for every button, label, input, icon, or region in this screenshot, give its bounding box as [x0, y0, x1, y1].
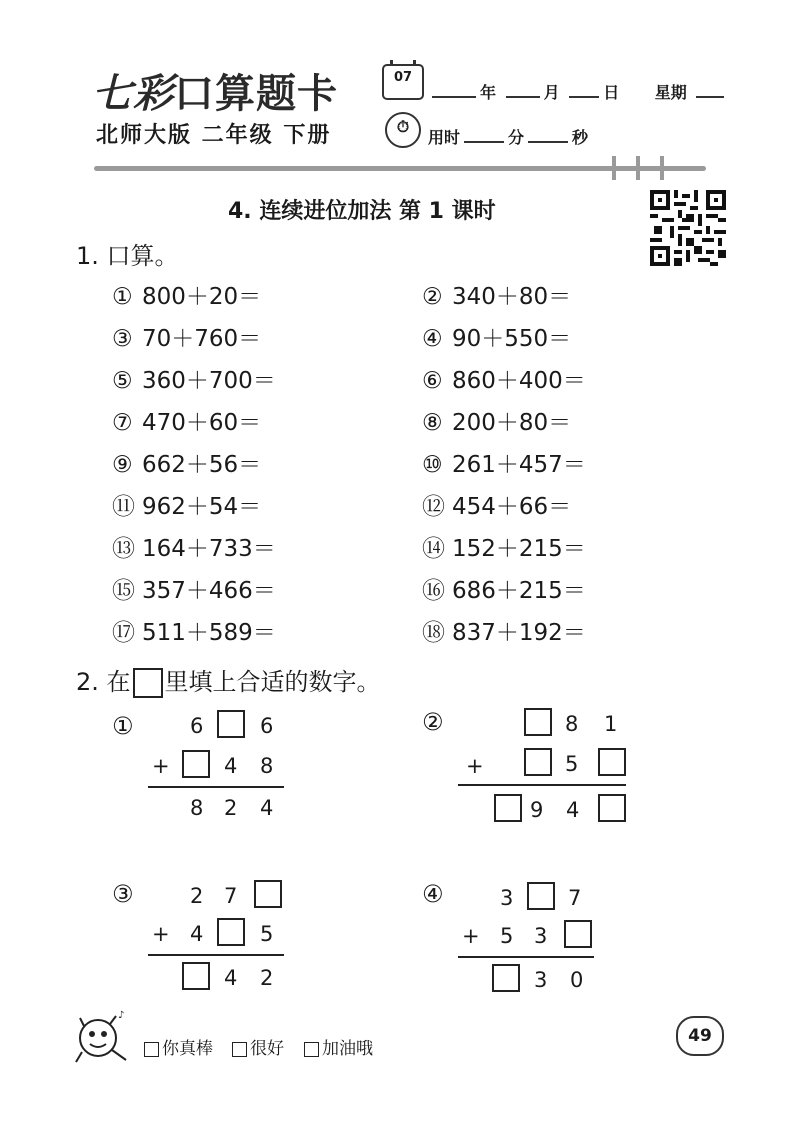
vproblem-3-num: ③ — [112, 880, 134, 908]
edition-label: 北师大版 二年级 下册 — [96, 123, 332, 148]
vproblem-1-digit: 4 — [224, 754, 238, 778]
date-label-weekday: 星期 — [654, 83, 687, 102]
divider-tab — [612, 156, 616, 180]
vproblem-3-digit: 5 — [260, 922, 274, 946]
date-label-year: 年 — [480, 83, 497, 102]
vproblem-4-num: ④ — [422, 880, 444, 908]
mascot-icon — [70, 1004, 134, 1068]
brand-prefix: 七彩 — [92, 70, 174, 117]
vproblem-1-digit: 8 — [190, 796, 204, 820]
problem-13: ⑬ 164＋733＝ — [112, 536, 276, 562]
vproblem-4-digit: 7 — [568, 886, 582, 910]
plus-sign: + — [152, 754, 170, 778]
answer-box[interactable] — [598, 748, 626, 776]
vproblem-3-digit: 4 — [190, 922, 204, 946]
problem-18: ⑱ 837＋192＝ — [422, 620, 586, 646]
vproblem-3-digit: 2 — [190, 884, 204, 908]
answer-box[interactable] — [254, 880, 282, 908]
vproblem-4-digit: 5 — [500, 924, 514, 948]
problem-1: ① 800＋20＝ — [112, 284, 262, 310]
vproblem-1-digit: 2 — [224, 796, 238, 820]
rating-option-keep-going[interactable]: 加油哦 — [304, 1034, 373, 1059]
plus-sign: + — [152, 922, 170, 946]
date-label-month: 月 — [543, 83, 560, 102]
divider-tab — [636, 156, 640, 180]
problem-4: ④ 90＋550＝ — [422, 326, 572, 352]
time-unit-sec: 秒 — [572, 128, 589, 147]
sum-line — [148, 786, 284, 788]
vproblem-2-digit: 1 — [604, 712, 618, 736]
problem-14: ⑭ 152＋215＝ — [422, 536, 586, 562]
clock-icon: ⏱ — [385, 112, 421, 148]
vproblem-1-digit: 6 — [190, 714, 204, 738]
time-fields — [428, 125, 588, 148]
sum-line — [148, 954, 284, 956]
plus-sign: + — [466, 754, 484, 778]
vproblem-3-digit: 4 — [224, 966, 238, 990]
time-label: 用时 — [428, 128, 461, 147]
problem-5: ⑤ 360＋700＝ — [112, 368, 276, 394]
problem-9: ⑨ 662＋56＝ — [112, 452, 262, 478]
date-label-day: 日 — [603, 83, 620, 102]
answer-box[interactable] — [524, 708, 552, 736]
answer-box[interactable] — [524, 748, 552, 776]
sum-line — [458, 784, 626, 786]
problem-15: ⑮ 357＋466＝ — [112, 578, 276, 604]
brand-name: 口算题卡 — [174, 71, 338, 117]
vproblem-4-digit: 0 — [570, 968, 584, 992]
answer-box[interactable] — [182, 750, 210, 778]
vproblem-3-digit: 2 — [260, 966, 274, 990]
problem-12: ⑫ 454＋66＝ — [422, 494, 572, 520]
vproblem-3-digit: 7 — [224, 884, 238, 908]
answer-box[interactable] — [217, 918, 245, 946]
lesson-title: 4. 连续进位加法 第 1 课时 — [228, 199, 496, 224]
vproblem-2-num: ② — [422, 708, 444, 736]
problem-10: ⑩ 261＋457＝ — [422, 452, 586, 478]
section1-title: 1. 口算。 — [76, 242, 179, 270]
answer-box[interactable] — [564, 920, 592, 948]
problem-17: ⑰ 511＋589＝ — [112, 620, 276, 646]
problem-16: ⑯ 686＋215＝ — [422, 578, 586, 604]
time-unit-min: 分 — [508, 128, 525, 147]
plus-sign: + — [462, 924, 480, 948]
sum-line — [458, 956, 594, 958]
answer-box[interactable] — [182, 962, 210, 990]
problem-2: ② 340＋80＝ — [422, 284, 572, 310]
checkbox-icon — [144, 1042, 159, 1057]
divider-tab — [660, 156, 664, 180]
qr-code-icon — [650, 190, 726, 266]
problem-3: ③ 70＋760＝ — [112, 326, 262, 352]
vproblem-1-digit: 4 — [260, 796, 274, 820]
calendar-icon — [382, 64, 424, 100]
problem-6: ⑥ 860＋400＝ — [422, 368, 586, 394]
vproblem-4-digit: 3 — [500, 886, 514, 910]
vproblem-2-digit: 4 — [566, 798, 580, 822]
vproblem-4-digit: 3 — [534, 968, 548, 992]
calendar-day: 07 — [393, 70, 413, 85]
vproblem-1-num: ① — [112, 712, 134, 740]
problem-8: ⑧ 200＋80＝ — [422, 410, 572, 436]
vproblem-2-digit: 8 — [565, 712, 579, 736]
section2-title: 2. 在 里填上合适的数字。 — [76, 668, 381, 696]
checkbox-icon — [304, 1042, 319, 1057]
svg-text:♪: ♪ — [118, 1010, 125, 1021]
rating-option-good[interactable]: 很好 — [232, 1034, 284, 1059]
vproblem-2-digit: 5 — [565, 752, 579, 776]
brand-title — [92, 62, 338, 119]
vproblem-1-digit: 8 — [260, 754, 274, 778]
answer-box[interactable] — [492, 964, 520, 992]
answer-box[interactable] — [217, 710, 245, 738]
vproblem-1-digit: 6 — [260, 714, 274, 738]
date-fields — [428, 80, 728, 103]
checkbox-icon — [232, 1042, 247, 1057]
answer-box[interactable] — [527, 882, 555, 910]
vproblem-4-digit: 3 — [534, 924, 548, 948]
answer-box[interactable] — [494, 794, 522, 822]
rating-option-great[interactable]: 你真棒 — [144, 1034, 213, 1059]
problem-7: ⑦ 470＋60＝ — [112, 410, 262, 436]
vproblem-2-digit: 9 — [530, 798, 544, 822]
problem-11: ⑪ 962＋54＝ — [112, 494, 262, 520]
answer-box[interactable] — [598, 794, 626, 822]
page-number: 49 — [676, 1016, 724, 1056]
